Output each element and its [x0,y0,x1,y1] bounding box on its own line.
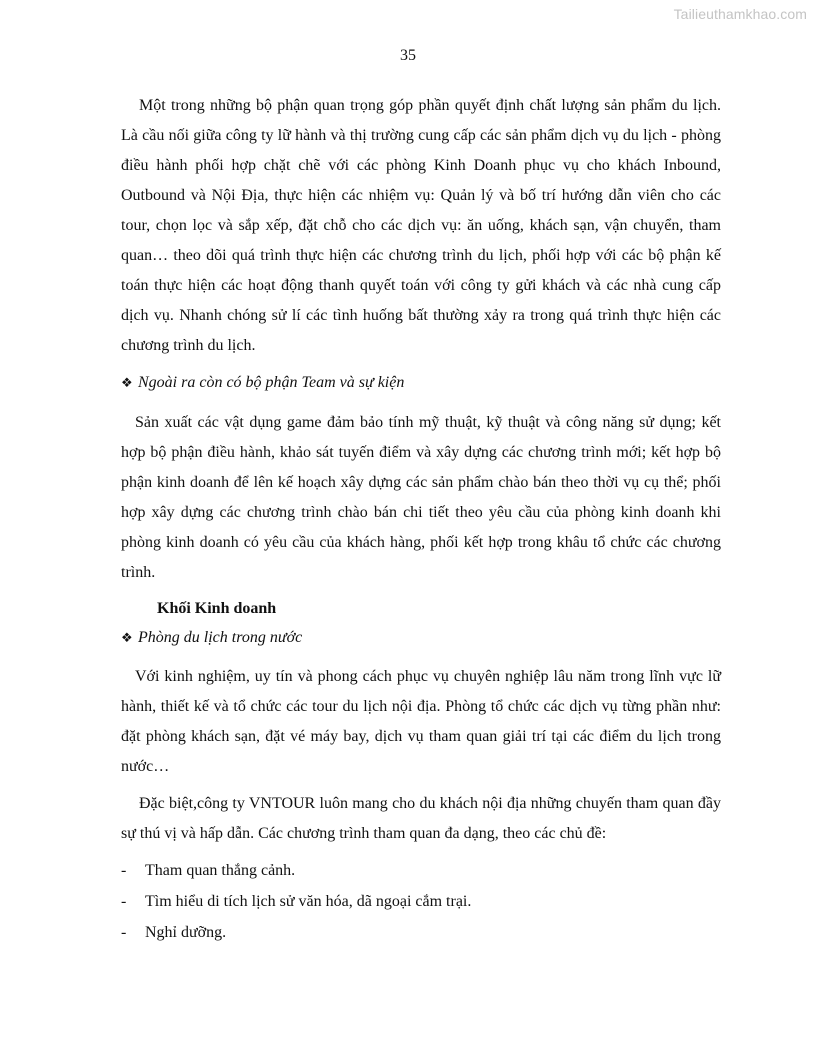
list-item [121,922,226,944]
page-number: 35 [400,47,416,64]
list-item-text: Nghỉ dưỡng. [145,924,227,941]
dash-marker: - [121,893,127,910]
list-item-text: Tìm hiểu di tích lịch sử văn hóa, dã ngoại cắm trại. [145,893,472,910]
dash-marker: - [121,924,127,941]
list-item [121,860,295,882]
list-item-text: Tham quan thắng cảnh. [145,862,296,879]
bullet-label: Phòng du lịch trong nước [138,629,303,646]
paragraph-domestic: Với kinh nghiệm, uy tín và phong cách phục vụ chuyên nghiệp lâu năm trong lĩnh vực lữ hành, thiết kế và tổ chức các tour du lịch nội địa. Phòng tổ chức các dịch vụ từng phần như: đặt phòng khách sạn, đặt vé máy bay, dịch vụ tham quan giải trí tại các điểm du lịch trong nước… [121,668,721,775]
dash-marker: - [121,862,127,879]
diamond-bullet-icon: ❖ [121,375,133,390]
paragraph-operations: Một trong những bộ phận quan trọng góp phần quyết định chất lượng sản phẩm du lịch. Là cầu nối giữa công ty lữ hành và thị trường cung cấp các sản phẩm dịch vụ du lịch - phòng điều hành phối hợp chặt chẽ với các phòng Kinh Doanh phục vụ cho khách Inbound, Outbound và Nội Địa, thực hiện các nhiệm vụ: Quản lý và bố trí hướng dẫn viên cho các tour, chọn lọc và sắp xếp, đặt chỗ cho các dịch vụ: ăn uống, khách sạn, vận chuyển, tham quan… theo dõi quá trình thực hiện các chương trình du lịch, phối hợp với các bộ phận kế toán thực hiện các hoạt động thanh quyết toán với công ty gửi khách và các nhà cung cấp dịch vụ. Nhanh chóng sử lí các tình huống bất thường xảy ra trong quá trình thực hiện các chương trình du lịch. [121,97,721,354]
bullet-label: Ngoài ra còn có bộ phận Team và sự kiện [138,374,405,391]
section-heading: Khối Kinh doanh [157,600,277,617]
list-item [121,891,471,913]
bullet-domestic [121,627,721,649]
paragraph-team-events: Sản xuất các vật dụng game đảm bảo tính mỹ thuật, kỹ thuật và công năng sử dụng; kết hợp bộ phận điều hành, khảo sát tuyến điểm và xây dựng các chương trình mới; kết hợp bộ phận kinh doanh để lên kế hoạch xây dựng các sản phẩm chào bán theo thời vụ cụ thể; phối hợp xây dựng các chương trình chào bán chi tiết theo yêu cầu của phòng kinh doanh khi phòng kinh doanh có yêu cầu của khách hàng, phối kết hợp trong khâu tổ chức các chương trình. [121,414,721,581]
bullet-team-events [121,372,721,394]
watermark: Tailieuthamkhao.com [673,6,807,22]
paragraph-vntour: Đặc biệt,công ty VNTOUR luôn mang cho du khách nội địa những chuyến tham quan đầy sự thú vị và hấp dẫn. Các chương trình tham quan đa dạng, theo các chủ đề: [121,795,721,842]
diamond-bullet-icon: ❖ [121,630,133,645]
